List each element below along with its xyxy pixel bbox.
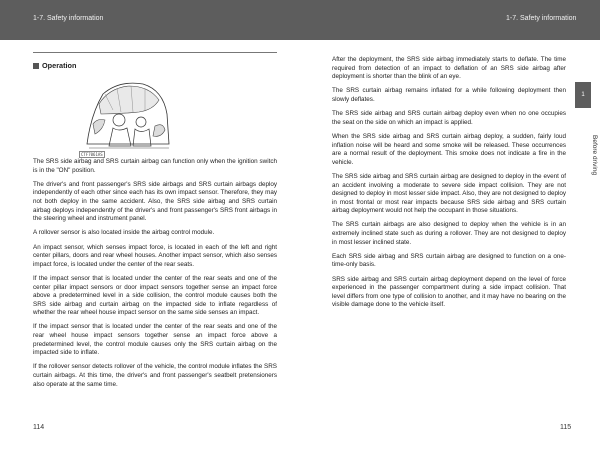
left-paragraph: An impact sensor, which senses impact force, is located in each of the left and right center pillars, doors and rear wheel houses. Another impact sensor, which also senses impact force, is located under the center of the rear seats. [33,243,277,268]
right-paragraph: The SRS curtain airbags are also designed to deploy when the vehicle is in an extremely inclined state such as during a rollover. They are not designed to deploy in most lesser inclined state. [332,221,566,246]
right-paragraph: SRS side airbag and SRS curtain airbag deployment depend on the level of force experienced in the passenger compartment during a side impact collision. That level differs from one type of collision to another, and it may have no bearing on the visible damage done to the vehicle itself. [332,275,566,309]
right-paragraph: The SRS side airbag and SRS curtain airbag are designed to deploy in the event of an accident involving a moderate to severe side impact collision. They are not designed to deploy in most lesser side impact. Also, they are not designed to deploy in most frontal or most rear impacts because SRS side airbag and SRS curtain airbag deployment would not help the occupant in those situations. [332,172,566,215]
right-paragraph: Each SRS side airbag and SRS curtain airbag are designed to function on a one-time-only basis. [332,252,566,269]
page-number-left: 114 [33,424,45,431]
left-paragraph: A rollover sensor is also located inside the airbag control module. [33,229,215,237]
left-paragraph: If the rollover sensor detects rollover of the vehicle, the control module inflates the SRS curtain airbags. At this time, the driver's and front passenger's seatbelt pretensioners also operate at the same time. [33,363,277,388]
right-paragraph: The SRS side airbag and SRS curtain airbag deploy even when no one occupies the seat on the side on which an impact is applied. [332,110,566,126]
left-paragraph: The SRS side airbag and SRS curtain airbag can function only when the ignition switch is in the "ON" position. [33,158,277,174]
right-paragraph: After the deployment, the SRS side airbag immediately starts to deflate. The time required from detection of an impact to deflation of an SRS side airbag after deployment is shorter than the blink of an eye. [332,56,566,81]
left-page [33,52,277,395]
section-title: Operation [42,61,77,70]
section-divider [33,52,277,53]
right-paragraph: The SRS curtain airbag remains inflated for a while following deployment then slowly deflates. [332,87,566,103]
right-paragraph: When the SRS side airbag and SRS curtain airbag deploy, a sudden, fairly loud inflation noise will be heard and some smoke will be released. These occurrences are a normal result of the deployment. This smoke does not indicate a fire in the vehicle. [332,132,566,166]
chapter-tab[interactable]: 1 [575,82,591,108]
left-paragraph: If the impact sensor that is located under the center of the rear seats and one of the rear wheel house impact sensors together sense an impact force above a predetermined level, the control module causes only the SRS curtain airbag on the impacted side to inflate. [33,323,277,357]
header-title-left: 1-7. Safety information [33,15,104,22]
illustration-code: CTF7061AS [81,152,103,157]
airbag-deployment-figure [79,74,175,158]
section-square-icon [33,63,39,69]
header-title-right: 1-7. Safety information [506,15,577,22]
airbag-illustration [79,74,175,158]
section-heading [33,61,277,70]
chapter-side-label: Before driving [591,135,598,176]
header-bar [0,0,600,40]
right-page [332,56,566,316]
page-number-right: 115 [560,424,572,431]
left-paragraph: The driver's and front passenger's SRS side airbags and SRS curtain airbags deploy independently of each other since each has its own impact sensor. Therefore, they may not both deploy in the same accident. Also, the SRS side airbag and SRS curtain airbag deploys independently of the driver's and front passenger's SRS front airbags in the steering wheel and instrument panel. [33,180,277,223]
left-paragraph: If the impact sensor that is located under the center of the rear seats and one of the center pillar impact sensors or door impact sensors together sense an impact force above a predetermined level in a side collision, the control module causes both the SRS side airbag and curtain airbag on the impacted side to inflate regardless of whether the rear wheel house impact sensor on the same side senses an impact. [33,274,277,317]
